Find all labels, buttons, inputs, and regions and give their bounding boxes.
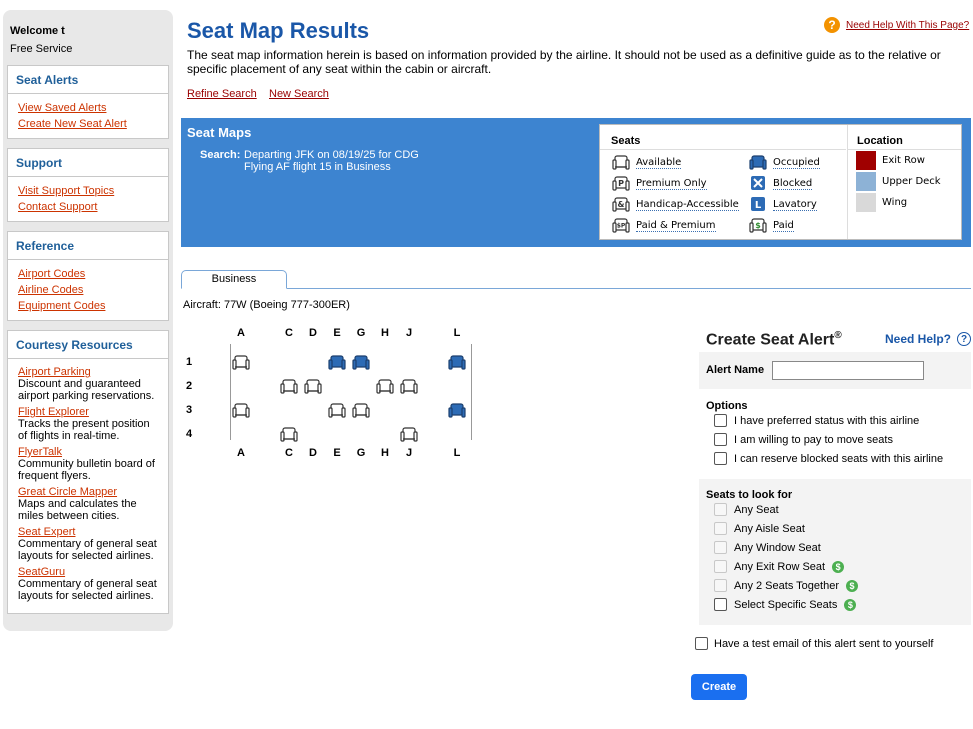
resource-desc: Commentary of general seat layouts for selected airlines. [18, 538, 157, 562]
column-letter-top: D [309, 327, 317, 339]
view-saved-alerts-link[interactable]: View Saved Alerts [18, 102, 107, 114]
seat-expert-link[interactable]: Seat Expert [18, 526, 76, 538]
pay-to-move-checkbox[interactable] [714, 433, 727, 446]
svg-text:&: & [617, 200, 625, 209]
any-seat-checkbox[interactable] [714, 503, 727, 516]
option-reserve-blocked[interactable] [714, 452, 943, 465]
refine-search-link[interactable]: Refine Search [187, 88, 257, 100]
great-circle-mapper-link[interactable]: Great Circle Mapper [18, 486, 118, 498]
page-help[interactable] [824, 17, 969, 33]
paid-dollar-icon: $ [846, 580, 858, 592]
visit-support-topics-link[interactable]: Visit Support Topics [18, 185, 115, 197]
list-item [18, 446, 158, 482]
option-label: I can reserve blocked seats with this airline [734, 452, 944, 465]
option-label: I have preferred status with this airline [734, 414, 920, 427]
seat-alerts-box [7, 65, 169, 139]
seat-maps-panel [181, 118, 971, 247]
seatguru-link[interactable]: SeatGuru [18, 566, 66, 578]
list-item [18, 566, 158, 602]
seat-1L-occupied[interactable] [448, 355, 466, 370]
legend-paid [749, 218, 794, 233]
seat-map [181, 322, 481, 464]
svg-text:L: L [754, 200, 762, 211]
row-number: 3 [186, 404, 193, 416]
disclaimer-text: The seat map information herein is based on information provided by the airline. It should not be used as a definitive guide as to the relative or specific placement of any seat within the cabin or aircraft. [187, 48, 941, 76]
test-email-label: Have a test email of this alert sent to yourself [714, 637, 934, 650]
column-letter-bottom: J [405, 447, 413, 459]
aircraft-info: Aircraft: 77W (Boeing 777-300ER) [183, 299, 350, 311]
choice-label: Any Aisle Seat [734, 522, 805, 535]
options-heading: Options [706, 400, 748, 412]
preferred-status-checkbox[interactable] [714, 414, 727, 427]
reserve-blocked-checkbox[interactable] [714, 452, 727, 465]
seat-1G-occupied[interactable] [352, 355, 370, 370]
legend-label: Upper Deck [882, 176, 941, 187]
search-label: Search: [200, 149, 241, 161]
cabin-wall [230, 344, 231, 440]
seat-alerts-heading: Seat Alerts [8, 66, 168, 94]
legend-label: Handicap-Accessible [636, 198, 739, 210]
svg-text:P: P [618, 179, 624, 188]
seat-4C-available[interactable] [280, 427, 298, 442]
seat-3L-occupied[interactable] [448, 403, 466, 418]
resource-desc: Tracks the present position of flights in real-time. [18, 418, 150, 442]
svg-text:$: $ [755, 221, 761, 230]
flight-explorer-link[interactable]: Flight Explorer [18, 406, 89, 418]
column-letter-top: E [333, 327, 341, 339]
reference-heading: Reference [8, 232, 168, 260]
service-level: Free Service [10, 43, 73, 55]
lavatory-icon [749, 197, 767, 212]
legend-label: Blocked [773, 177, 813, 189]
resource-desc: Discount and guaranteed airport parking reservations. [18, 378, 155, 402]
seat-4J-available[interactable] [400, 427, 418, 442]
paid-dollar-icon: $ [844, 599, 856, 611]
row-number: 4 [186, 428, 193, 440]
equipment-codes-link[interactable]: Equipment Codes [18, 300, 106, 312]
seat-1E-occupied[interactable] [328, 355, 346, 370]
seat-2J-available[interactable] [400, 379, 418, 394]
choice-label: Any 2 Seats Together [734, 579, 839, 592]
seat-3E-available[interactable] [328, 403, 346, 418]
choice-label: Any Exit Row Seat [734, 560, 826, 573]
wing-swatch [856, 193, 876, 212]
alert-help-link[interactable]: Need Help? [885, 332, 952, 346]
tab-business[interactable]: Business [181, 270, 287, 289]
legend-exit-row [856, 151, 925, 170]
airline-codes-link[interactable]: Airline Codes [18, 284, 84, 296]
option-label: I am willing to pay to move seats [734, 433, 893, 446]
seat-3A-available[interactable] [232, 403, 250, 418]
test-email-checkbox[interactable] [695, 637, 708, 650]
choice-any-aisle[interactable] [714, 522, 805, 535]
column-letter-bottom: C [285, 447, 293, 459]
paid-dollar-icon: $ [832, 561, 844, 573]
legend-blocked [749, 176, 812, 191]
contact-support-link[interactable]: Contact Support [18, 201, 98, 213]
seat-1A-available[interactable] [232, 355, 250, 370]
legend-label: Paid & Premium [636, 219, 716, 231]
legend-label: Premium Only [636, 177, 707, 189]
legend-available [612, 155, 681, 170]
airport-parking-link[interactable]: Airport Parking [18, 366, 91, 378]
row-number: 2 [186, 380, 193, 392]
resource-desc: Community bulletin board of frequent flyers. [18, 458, 155, 482]
list-item [18, 486, 158, 522]
alert-title-text: Create Seat Alert [706, 331, 835, 349]
any-window-checkbox[interactable] [714, 541, 727, 554]
any-aisle-checkbox[interactable] [714, 522, 727, 535]
legend-label: Exit Row [882, 155, 925, 166]
choice-any-seat[interactable] [714, 503, 779, 516]
column-letter-bottom: L [453, 447, 461, 459]
seat-2D-available[interactable] [304, 379, 322, 394]
new-search-link[interactable]: New Search [269, 88, 329, 100]
legend-upper-deck [856, 172, 941, 191]
alert-name-input[interactable] [772, 361, 924, 380]
choice-label: Select Specific Seats [734, 598, 838, 611]
create-seat-alert-title [706, 330, 842, 349]
legend-seats-heading: Seats [611, 135, 641, 147]
seat-available-icon [612, 155, 630, 170]
choice-any-2-together[interactable] [714, 579, 858, 592]
seat-2H-available[interactable] [376, 379, 394, 394]
seat-occupied-icon [749, 155, 767, 170]
alert-name-label: Alert Name [706, 364, 765, 376]
search-departure: Departing JFK on 08/19/25 for CDG [244, 149, 419, 161]
seat-maps-title: Seat Maps [187, 125, 252, 140]
registered-mark: ® [834, 330, 842, 341]
resource-desc: Commentary of general seat layouts for selected airlines. [18, 578, 157, 602]
create-button[interactable]: Create [691, 674, 747, 700]
legend-label: Available [636, 156, 682, 168]
flyertalk-link[interactable]: FlyerTalk [18, 446, 63, 458]
courtesy-resources-box [7, 330, 169, 614]
exit-row-swatch [856, 151, 876, 170]
list-item [18, 406, 158, 442]
airport-codes-link[interactable]: Airport Codes [18, 268, 86, 280]
column-letter-bottom: E [333, 447, 341, 459]
resource-desc: Maps and calculates the miles between cities. [18, 498, 137, 522]
page-title: Seat Map Results [187, 18, 370, 43]
legend-label: Wing [882, 197, 908, 208]
legend-paid-premium [612, 218, 716, 233]
row-number: 1 [186, 356, 193, 368]
courtesy-resources-heading: Courtesy Resources [8, 331, 168, 359]
support-heading: Support [8, 149, 168, 177]
column-letter-bottom: G [356, 447, 366, 459]
choice-label: Any Seat [734, 503, 779, 516]
column-letter-top: G [356, 327, 366, 339]
seat-paid-premium-icon [612, 218, 630, 233]
choice-select-specific[interactable] [714, 598, 856, 611]
seats-to-look-heading: Seats to look for [706, 489, 793, 501]
seat-blocked-icon [749, 176, 767, 191]
upper-deck-swatch [856, 172, 876, 191]
legend [599, 124, 962, 240]
seat-paid-icon [749, 218, 767, 233]
svg-text:$P: $P [616, 222, 626, 230]
column-letter-top: A [237, 327, 245, 339]
column-letter-top: C [285, 327, 293, 339]
select-specific-checkbox[interactable] [714, 598, 727, 611]
legend-wing [856, 193, 907, 212]
column-letter-top: J [405, 327, 413, 339]
option-pay-to-move[interactable] [714, 433, 893, 446]
list-item [18, 526, 158, 562]
seat-2C-available[interactable] [280, 379, 298, 394]
help-circle-icon[interactable]: ? [957, 332, 971, 346]
legend-occupied [749, 155, 820, 170]
legend-label: Lavatory [773, 198, 817, 210]
legend-premium [612, 176, 707, 191]
welcome-text: Welcome t [10, 25, 65, 37]
seat-premium-icon [612, 176, 630, 191]
legend-handicap [612, 197, 739, 212]
any-2-together-checkbox[interactable] [714, 579, 727, 592]
test-email-option[interactable] [695, 637, 934, 650]
column-letter-bottom: D [309, 447, 317, 459]
choice-label: Any Window Seat [734, 541, 821, 554]
column-letter-top: H [381, 327, 389, 339]
sidebar [3, 10, 173, 631]
column-letter-bottom: H [381, 447, 389, 459]
legend-label: Paid [773, 219, 794, 231]
alert-help[interactable] [885, 332, 971, 346]
reference-box [7, 231, 169, 321]
legend-lavatory [749, 197, 817, 212]
column-letter-bottom: A [237, 447, 245, 459]
legend-label: Occupied [773, 156, 820, 168]
any-exit-row-checkbox[interactable] [714, 560, 727, 573]
option-preferred-status[interactable] [714, 414, 919, 427]
seat-handicap-icon [612, 197, 630, 212]
cabin-wall [471, 344, 472, 440]
page-help-link[interactable]: Need Help With This Page? [846, 19, 970, 31]
search-flight: Flying AF flight 15 in Business [244, 161, 391, 173]
choice-any-window[interactable] [714, 541, 821, 554]
support-box [7, 148, 169, 222]
legend-location-heading: Location [857, 135, 903, 147]
seat-3G-available[interactable] [352, 403, 370, 418]
tab-underline [181, 288, 971, 289]
column-letter-top: L [453, 327, 461, 339]
list-item [18, 366, 158, 402]
choice-any-exit-row[interactable] [714, 560, 844, 573]
question-icon: ? [824, 17, 840, 33]
create-seat-alert-link[interactable]: Create New Seat Alert [18, 118, 127, 130]
